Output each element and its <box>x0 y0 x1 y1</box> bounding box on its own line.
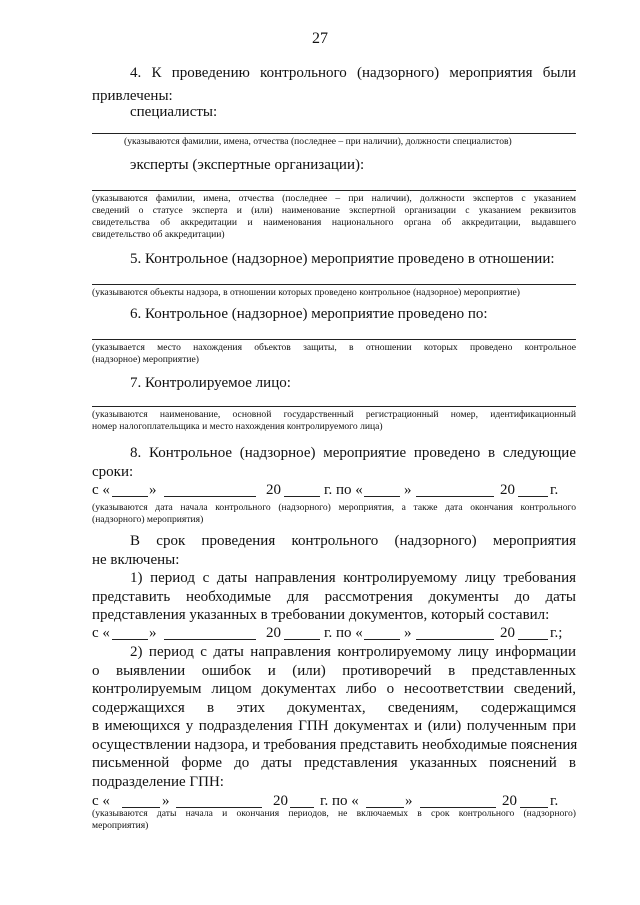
p1-date-to-day-field[interactable] <box>364 639 400 640</box>
experts-label: эксперты (экспертные организации): <box>130 157 365 173</box>
section-4-line-2: привлечены: <box>92 88 173 104</box>
section-6-line: 6. Контрольное (надзорное) мероприятие проведено по: <box>130 306 488 322</box>
date-to-month-field[interactable] <box>416 496 494 497</box>
experts-hint-line-1: (указываются фамилии, имена, отчества (последнее – при наличии), должности экспертов с указанием <box>92 193 576 204</box>
section-5-blank-line[interactable] <box>92 284 576 285</box>
p1-date-from-year-field[interactable] <box>284 639 320 640</box>
p1-date-from-month-field[interactable] <box>164 639 256 640</box>
p1-date-from-day-field[interactable] <box>112 639 148 640</box>
date-to-year-suffix: г. <box>550 482 559 498</box>
period-2-line-6: осуществлении надзора, и требования представить необходимые пояснения <box>92 737 578 753</box>
p1-date-to-year-field[interactable] <box>518 639 548 640</box>
p1-date-to-prefix: г. по « <box>324 625 363 641</box>
date-from-prefix: с « <box>92 482 110 498</box>
section-8-line-1: 8. Контрольное (надзорное) мероприятие проведено в следующие <box>130 445 576 461</box>
p1-date-from-year-prefix: 20 <box>266 625 281 641</box>
p2-date-from-prefix: с « <box>92 793 110 809</box>
experts-hint-line-2: сведений о статусе эксперта и (или) наименование экспертной организации с указанием реквизитов <box>92 205 576 216</box>
p2-date-to-year-prefix: 20 <box>502 793 517 809</box>
section-7-hint-line-2: номер налогоплательщика и место нахождения контролируемого лица) <box>92 421 383 432</box>
period-2-line-3: контролируемым лицом документах либо о несоответствии сведений, <box>92 681 576 697</box>
excluded-line-2: не включены: <box>92 552 180 568</box>
date-from-year-field[interactable] <box>284 496 320 497</box>
period-2-line-2: о выявлении ошибок и (или) противоречий в представленных <box>92 663 576 679</box>
p1-date-from-quote: » <box>149 625 157 641</box>
section-7-hint-line-1: (указываются наименование, основной государственный регистрационный номер, идентификационный <box>92 409 576 420</box>
experts-hint-line-4: свидетельство об аккредитации) <box>92 229 225 240</box>
p2-date-to-prefix: г. по « <box>320 793 359 809</box>
experts-blank-line[interactable] <box>92 190 576 191</box>
section-7-line: 7. Контролируемое лицо: <box>130 375 291 391</box>
specialists-hint: (указываются фамилии, имена, отчества (последнее – при наличии), должности специалистов) <box>124 136 512 147</box>
period-2-line-8: подразделение ГПН: <box>92 774 224 790</box>
section-6-blank-line[interactable] <box>92 339 576 340</box>
period-1-line-1: 1) период с даты направления контролируемому лицу требования <box>130 570 576 586</box>
period-2-line-1: 2) период с даты направления контролируемому лицу информации <box>130 644 576 660</box>
section-8-line-2: сроки: <box>92 464 134 480</box>
date-from-quote: » <box>149 482 157 498</box>
p1-date-to-year-prefix: 20 <box>500 625 515 641</box>
p1-date-from-prefix: с « <box>92 625 110 641</box>
date-to-quote: » <box>404 482 412 498</box>
date-from-year-prefix: 20 <box>266 482 281 498</box>
section-6-hint-line-2: (надзорное) мероприятие) <box>92 354 199 365</box>
p2-date-from-quote: » <box>162 793 170 809</box>
period-hint-line-1: (указываются дата начала контрольного (надзорного) мероприятия, а также дата окончания контрольного <box>92 502 576 513</box>
section-7-blank-line[interactable] <box>92 406 576 407</box>
date-from-day-field[interactable] <box>112 496 148 497</box>
p1-date-to-year-suffix: г.; <box>550 625 563 641</box>
period-2-line-7: письменной форме до даты представления указанных пояснений в <box>92 755 576 771</box>
excluded-line-1: В срок проведения контрольного (надзорного) мероприятия <box>130 533 576 549</box>
date-to-year-field[interactable] <box>518 496 548 497</box>
final-hint-line-2: мероприятия) <box>92 820 149 831</box>
date-to-day-field[interactable] <box>364 496 400 497</box>
page-number: 27 <box>312 30 328 47</box>
section-6-hint-line-1: (указывается место нахождения объектов защиты, в отношении которых проведено контрольное <box>92 342 576 353</box>
section-5-hint: (указываются объекты надзора, в отношении которых проведено контрольное (надзорное) мероприятие) <box>92 287 520 298</box>
p2-date-from-year-prefix: 20 <box>273 793 288 809</box>
period-2-line-4: содержащихся в этих документах, сведениям, содержащимся <box>92 700 576 716</box>
period-2-line-5: в имеющихся у подразделения ГПН документах и (или) полученным при <box>92 718 576 734</box>
final-hint-line-1: (указываются даты начала и окончания периодов, не включаемых в срок контрольного (надзорного) <box>92 808 576 819</box>
p1-date-to-quote: » <box>404 625 412 641</box>
p2-date-to-quote: » <box>405 793 413 809</box>
period-1-line-2: представить необходимые для рассмотрения документы до даты <box>92 589 576 605</box>
experts-hint-line-3: свидетельства об аккредитации и наименования национального органа об аккредитации, выдавшего <box>92 217 576 228</box>
date-to-prefix: г. по « <box>324 482 363 498</box>
p2-date-to-year-suffix: г. <box>550 793 559 809</box>
date-from-month-field[interactable] <box>164 496 256 497</box>
date-to-year-prefix: 20 <box>500 482 515 498</box>
section-4-line-1: 4. К проведению контрольного (надзорного) мероприятия были <box>130 65 576 81</box>
p1-date-to-month-field[interactable] <box>416 639 494 640</box>
section-5-line: 5. Контрольное (надзорное) мероприятие проведено в отношении: <box>130 251 555 267</box>
period-1-line-3: представления указанных в требовании документов, который составил: <box>92 607 550 623</box>
specialists-blank-line[interactable] <box>92 133 576 134</box>
specialists-label: специалисты: <box>130 104 218 120</box>
period-hint-line-2: (надзорного) мероприятия) <box>92 514 204 525</box>
